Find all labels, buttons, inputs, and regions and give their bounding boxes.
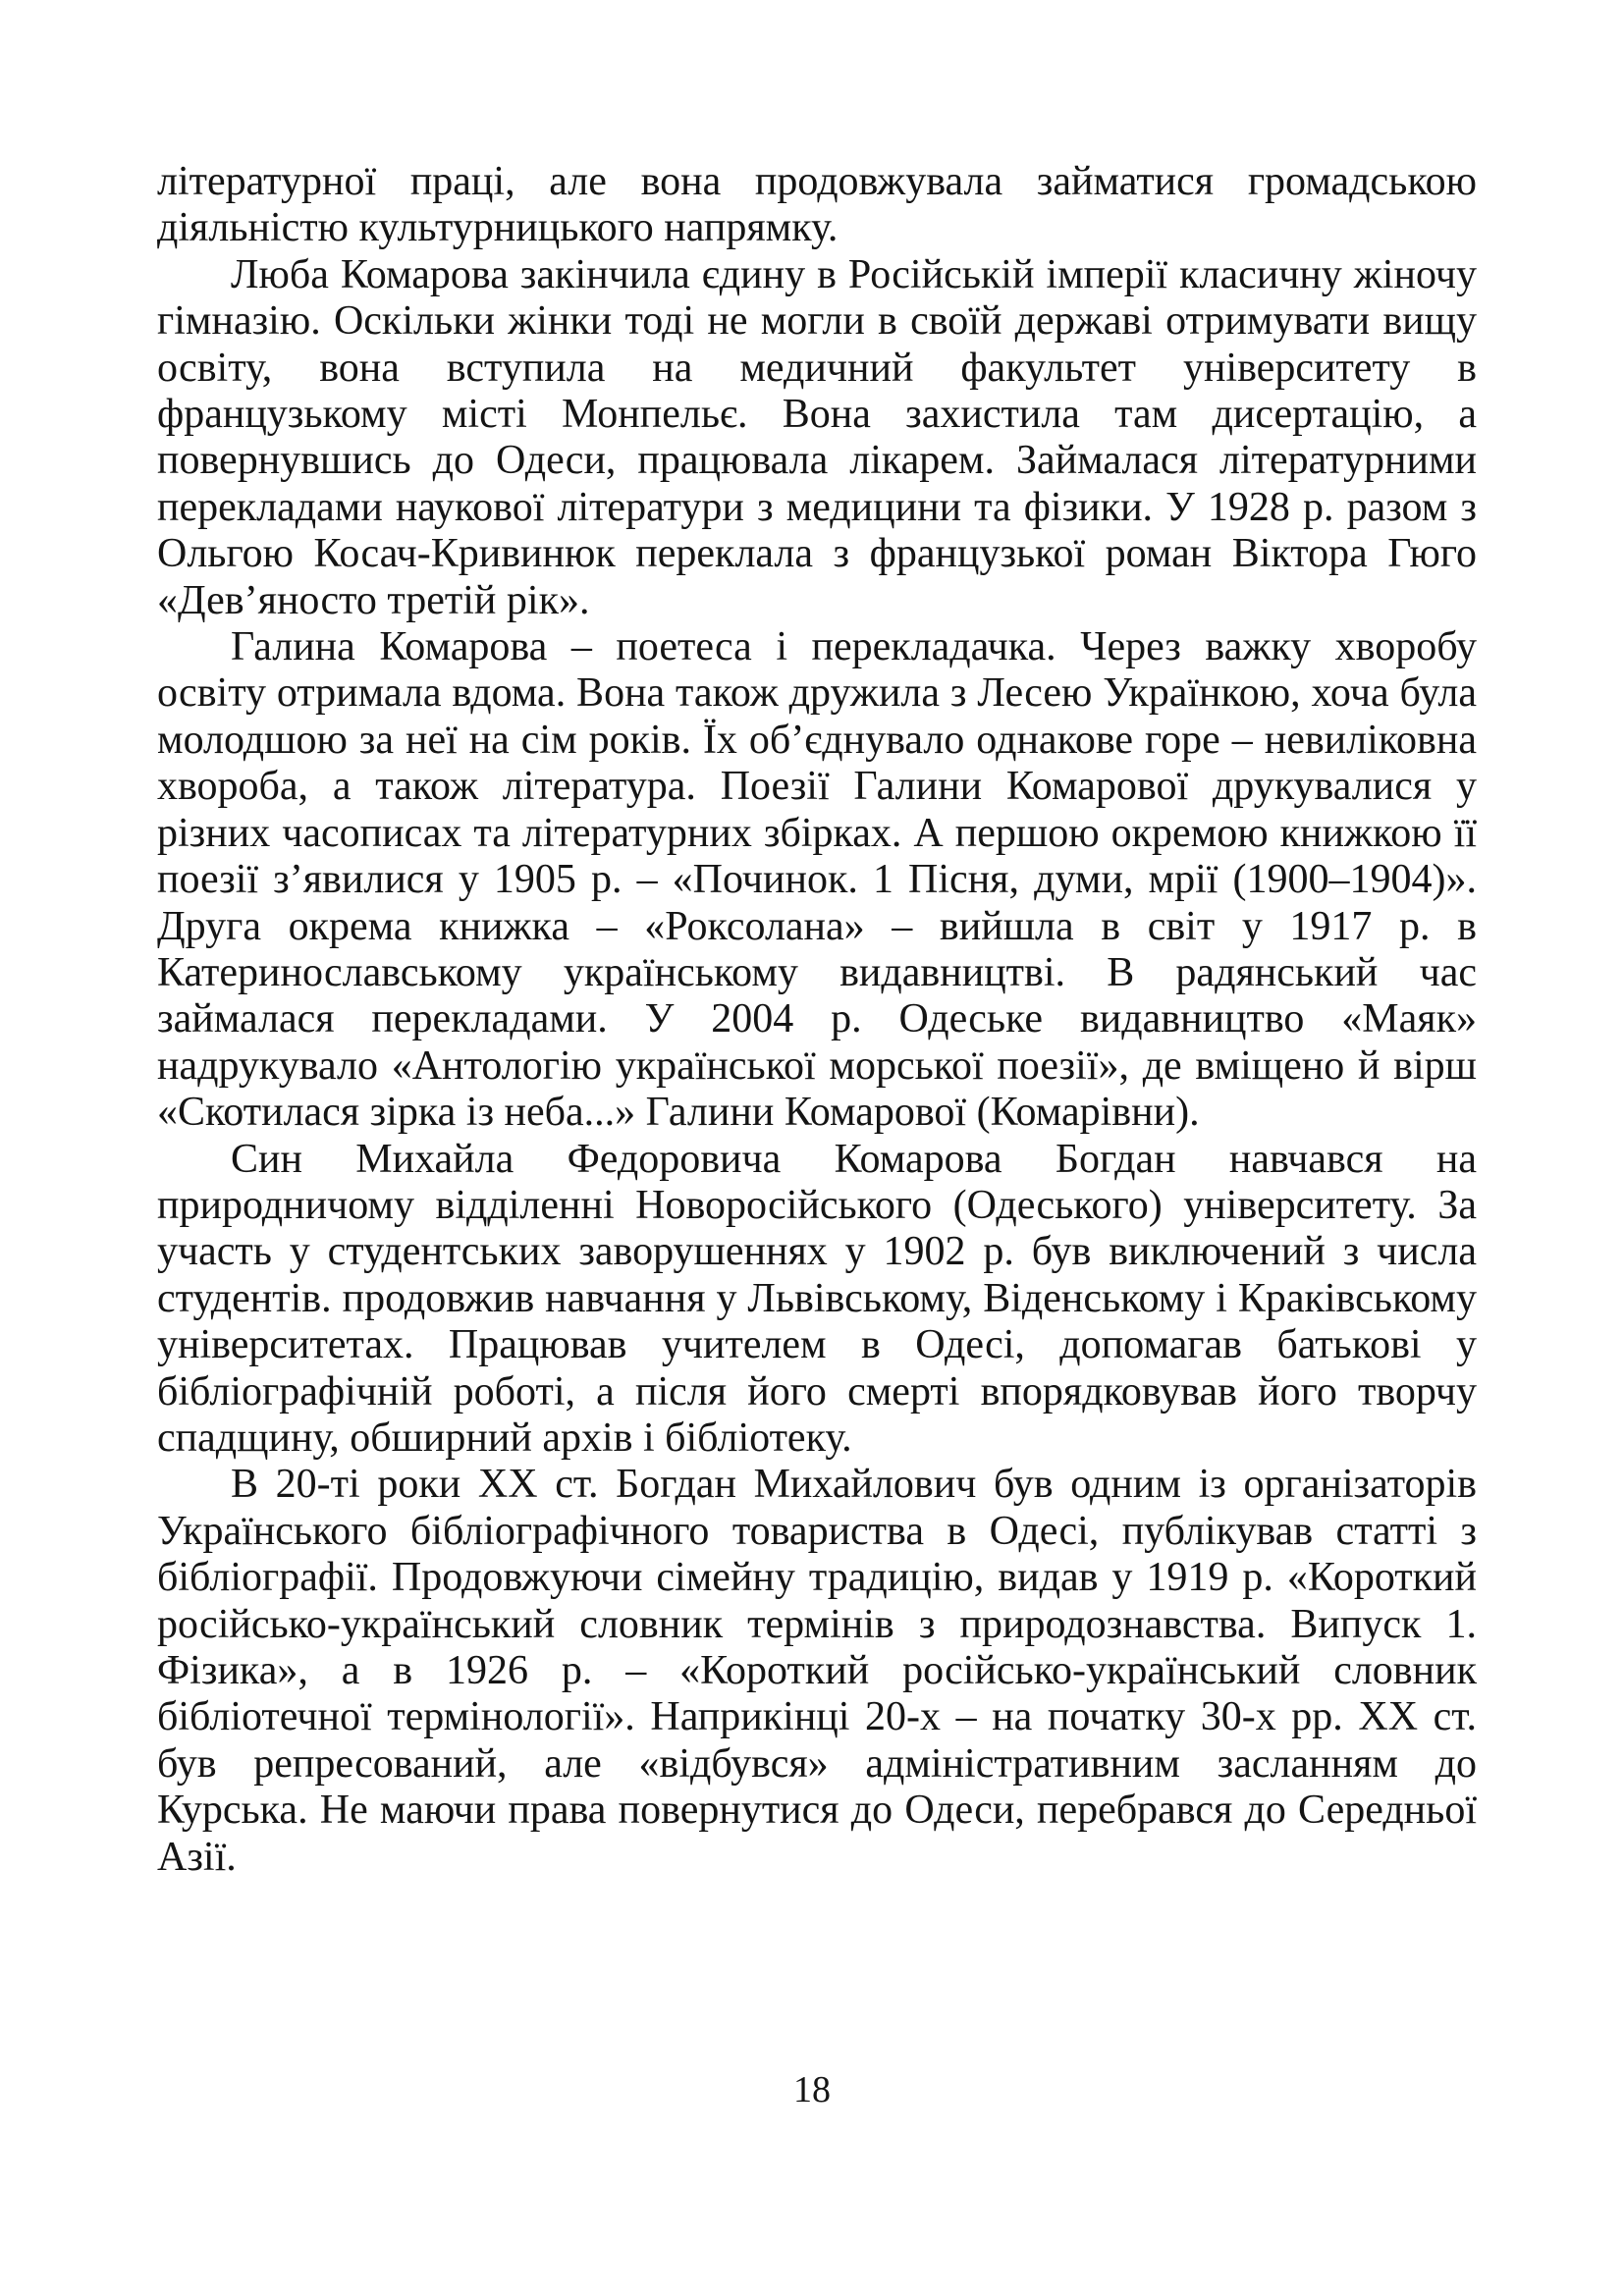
body-text [157,159,1477,1881]
paragraph-continuation: літературної праці, але вона продовжувала займатися громадською діяльністю культурницького напрямку. [157,159,1477,251]
paragraph-halyna-komarova: Галина Комарова – поетеса і перекладачка. Через важку хворобу освіту отримала вдома. Вона також дружила з Лесею Українкою, хоча була молодшою за неї на сім років. Їх об’єднувало однакове горе – невиліковна хвороба, а також література. Поезії Галини Комарової друкувалися у різних часописах та літературних збірках. А першою окремою книжкою її поезії з’явилися у 1905 р. – «Починок. 1 Пісня, думи, мрії (1900–1904)». Друга окрема книжка – «Роксолана» – вийшла в світ у 1917 р. в Катеринославському українському видавництві. В радянський час займалася перекладами. У 2004 р. Одеське видавництво «Маяк» надрукувало «Антологію української морської поезії», де вміщено й вірш «Скотилася зірка із неба...» Галини Комарової (Комарівни). [157,624,1477,1136]
paragraph-liuba-komarova: Люба Комарова закінчила єдину в Російській імперії класичну жіночу гімназію. Оскільки жінки тоді не могли в своїй державі отримувати вищу освіту, вона вступила на медичний факультет університету в французькому місті Монпельє. Вона захистила там дисертацію, а повернувшись до Одеси, працювала лікарем. Займалася літературними перекладами наукової літератури з медицини та фізики. У 1928 р. разом з Ольгою Косач-Кривинюк переклала з французької роман Віктора Гюго «Дев’яносто третій рік». [157,251,1477,623]
paragraph-bohdan-komarov-education: Син Михайла Федоровича Комарова Богдан навчався на природничому відділенні Новоросійського (Одеського) університету. За участь у студентських заворушеннях у 1902 р. був виключений з числа студентів. продовжив навчання у Львівському, Віденському і Краківському університетах. Працював учителем в Одесі, допомагав батькові у бібліографічній роботі, а після його смерті впорядковував його творчу спадщину, обширний архів і бібліотеку. [157,1136,1477,1461]
paragraph-bohdan-komarov-bibliography: В 20-ті роки ХХ ст. Богдан Михайлович був одним із організаторів Українського бібліографічного товариства в Одесі, публікував статті з бібліографії. Продовжуючи сімейну традицію, видав у 1919 р. «Короткий російсько-український словник термінів з природознавства. Випуск 1. Фізика», а в 1926 р. – «Короткий російсько-український словник бібліотечної термінології». Наприкінці 20-х – на початку 30-х рр. ХХ ст. був репресований, але «відбувся» адміністративним засланням до Курська. Не маючи права повернутися до Одеси, перебрався до Середньої Азії. [157,1462,1477,1880]
page-number: 18 [793,2069,831,2110]
